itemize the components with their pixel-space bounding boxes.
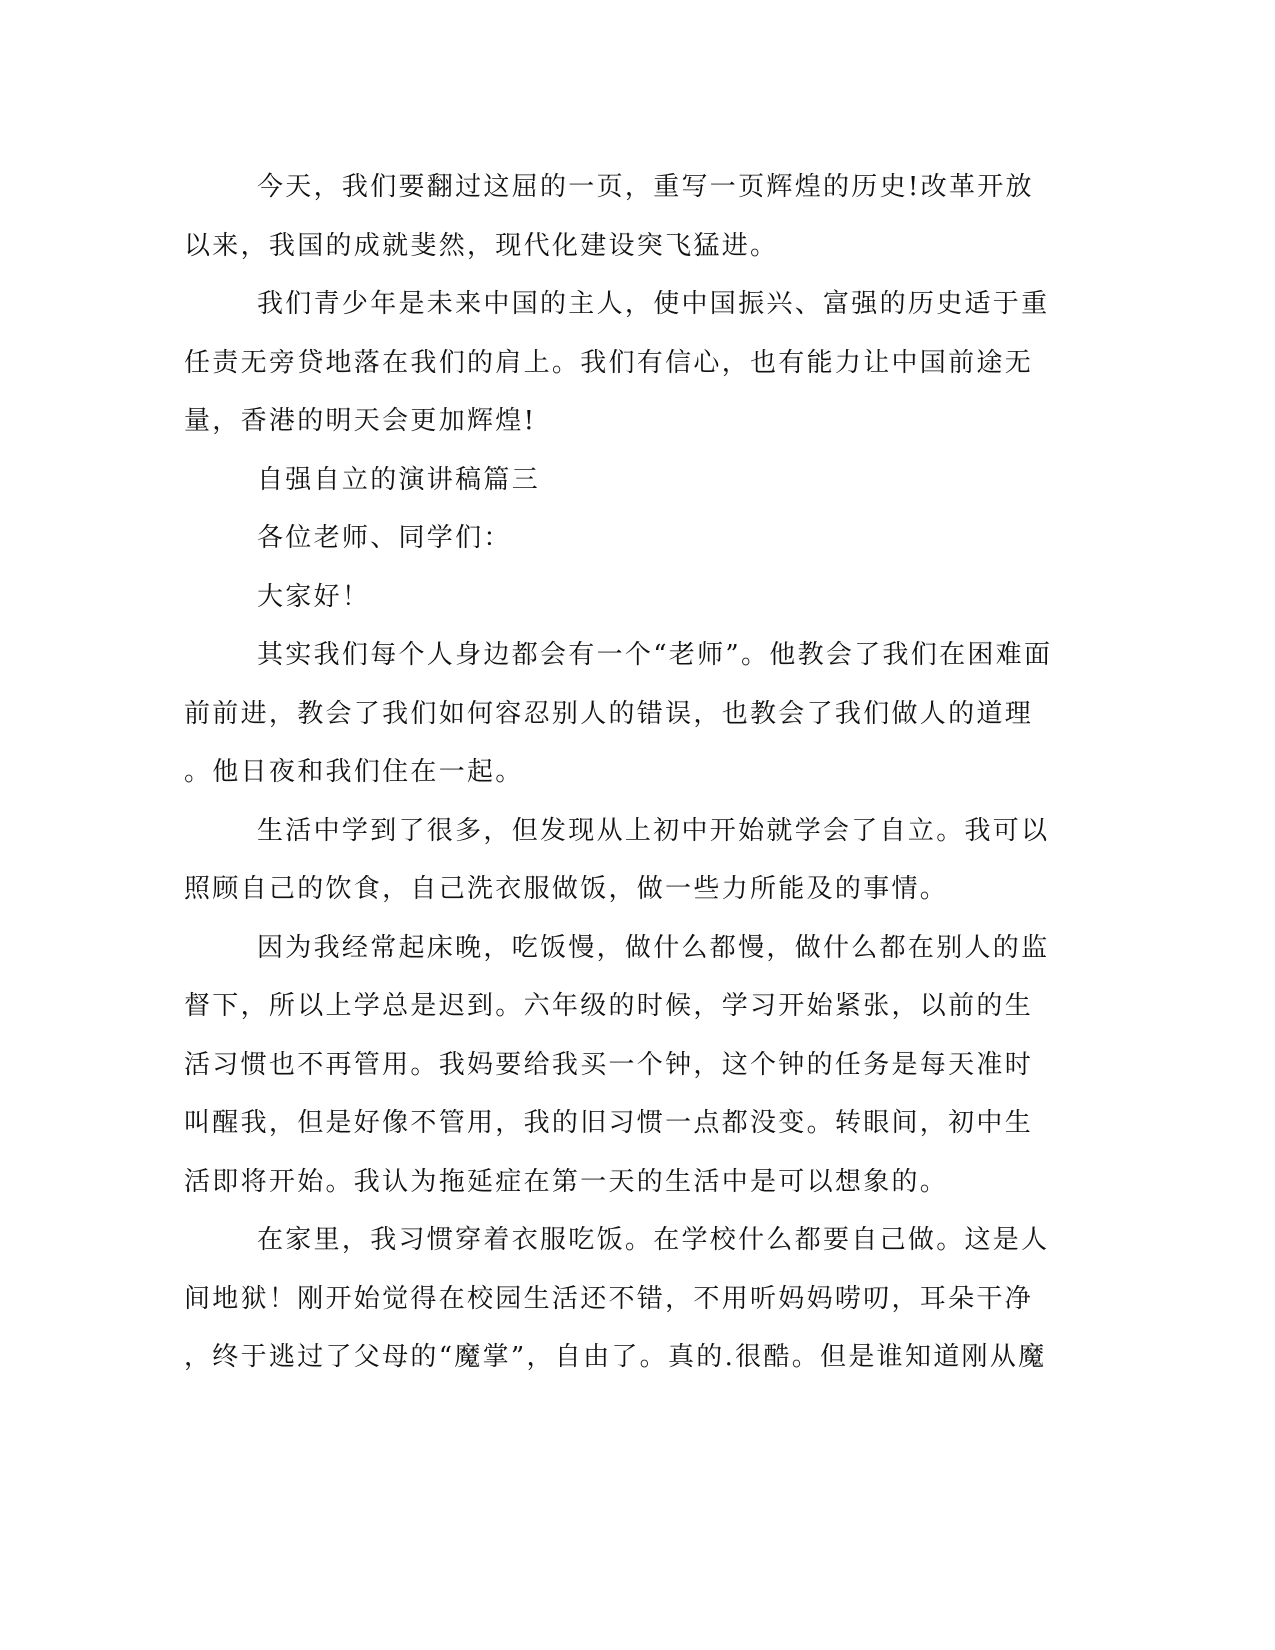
text-line: 。他日夜和我们住在一起。: [184, 757, 524, 787]
text-line: 因为我经常起床晚，吃饭慢，做什么都慢，做什么都在别人的监: [257, 932, 1050, 963]
paragraph-9: [184, 1211, 1050, 1387]
section-heading: [184, 451, 1040, 510]
paragraph-8: [184, 919, 1050, 1212]
salutation: [184, 509, 1040, 568]
text-line: 督下，所以上学总是迟到。六年级的时候，学习开始紧张，以前的生: [184, 991, 1034, 1021]
text-line: 生活中学到了很多，但发现从上初中开始就学会了自立。我可以: [257, 815, 1050, 846]
text-line: 活即将开始。我认为拖延症在第一天的生活中是可以想象的。: [184, 1166, 949, 1197]
text-line: 以来，我国的成就斐然，现代化建设突飞猛进。: [184, 230, 779, 261]
text-line: 各位老师、同学们：: [257, 523, 512, 553]
text-line: ，终于逃过了父母的“魔掌”，自由了。真的.很酷。但是谁知道刚从魔: [184, 1342, 1047, 1372]
text-line: 今天，我们要翻过这屈的一页，重写一页辉煌的历史!改革开放: [257, 172, 1034, 202]
text-line: 量，香港的明天会更加辉煌!: [184, 406, 537, 436]
text-line: 活习惯也不再管用。我妈要给我买一个钟，这个钟的任务是每天准时: [184, 1049, 1034, 1080]
paragraph-7: [184, 802, 1050, 919]
text-line: 前前进，教会了我们如何容忍别人的错误，也教会了我们做人的道理: [184, 698, 1034, 729]
paragraph-6: [184, 626, 1053, 802]
text-line: 照顾自己的饮食，自己洗衣服做饭，做一些力所能及的事情。: [184, 874, 949, 904]
text-line: 在家里，我习惯穿着衣服吃饭。在学校什么都要自己做。这是人: [257, 1225, 1050, 1255]
document-body: [184, 158, 1053, 1387]
text-line: 我们青少年是未来中国的主人，使中国振兴、富强的历史适于重: [257, 289, 1050, 319]
greeting: [184, 568, 1040, 627]
text-line: 叫醒我，但是好像不管用，我的旧习惯一点都没变。转眼间，初中生: [184, 1108, 1034, 1138]
text-line: 任责无旁贷地落在我们的肩上。我们有信心，也有能力让中国前途无: [184, 347, 1034, 378]
text-line: 大家好！: [257, 581, 371, 612]
paragraph-1: [184, 158, 1040, 275]
paragraph-2: [184, 275, 1050, 451]
text-line: 间地狱！刚开始觉得在校园生活还不错，不用听妈妈唠叨，耳朵干净: [184, 1283, 1034, 1314]
text-line: 其实我们每个人身边都会有一个“老师”。他教会了我们在困难面: [257, 640, 1053, 670]
text-line: 自强自立的演讲稿篇三: [257, 464, 541, 495]
